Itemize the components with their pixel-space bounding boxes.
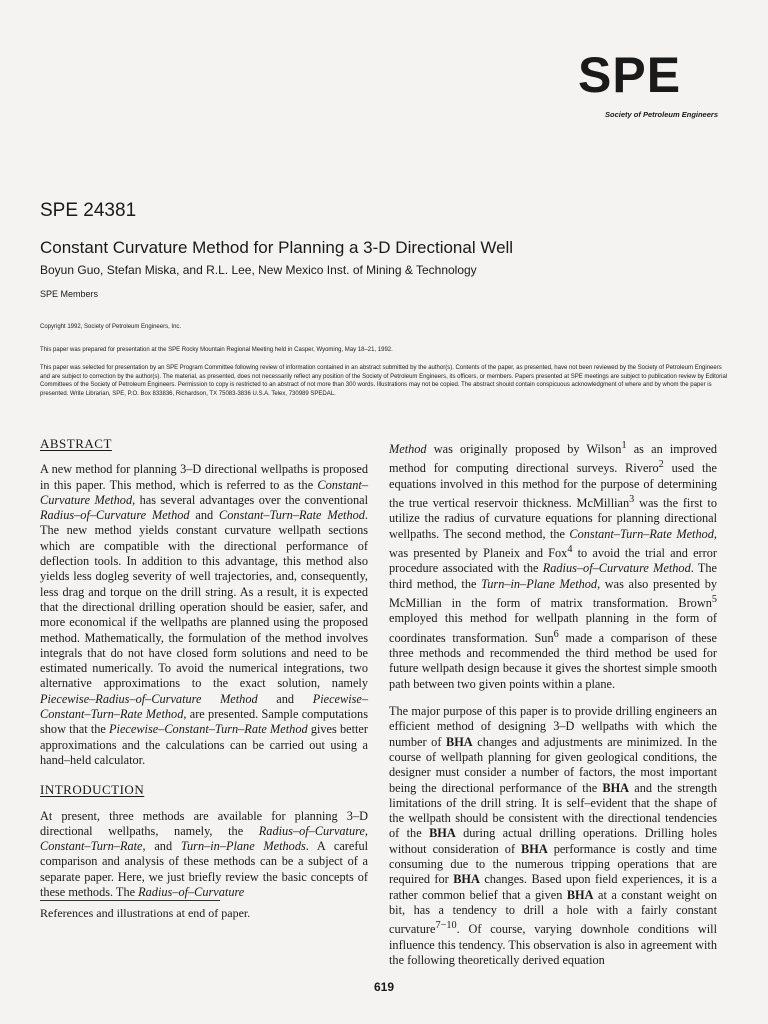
spe-members-label: SPE Members xyxy=(40,289,99,299)
spe-logo-subtitle: Society of Petroleum Engineers xyxy=(605,110,718,119)
paper-number: SPE 24381 xyxy=(40,200,137,221)
spe-logo: SPE xyxy=(578,47,682,103)
abstract-emphasis: Piecewise–Constant–Turn–Rate Method xyxy=(40,691,368,722)
citation-superscript: 5 xyxy=(711,594,717,606)
abstract-text: . The new method yields constant curvature wellpath sections which are compatible with the directional performance of deflection tools. In addition to this advantage, this method also yields less dogleg severity of well trajectories, and, consequently, less drag and torque on the drill string. As a result, it is expected that the directional drilling operation should be easier, safer, and more economical if the wellpaths are planned using the proposed method. Mathematically, the formulation of the method involves integrals that do not have closed form solutions and need to be estimated numerically. To avoid the numerical integrations, two alternative approximations to the exact solution, namely xyxy=(40,508,368,691)
intro-text: , and xyxy=(142,839,181,854)
abstract-text: , has several advantages over the conventional xyxy=(132,492,368,507)
abstract-emphasis: Piecewise–Radius–of–Curvature Method xyxy=(40,691,258,706)
abstract-emphasis: Constant–Curvature Method xyxy=(40,477,368,507)
body-text: and the strength limitations of the drill string. It is self–evident that the shape of the wellpath should be consistent with the directional tendencies of the xyxy=(389,780,717,841)
body-text: changes and adjustments are minimized. In the course of wellpath planning for given geological conditions, the designer must consider a number of factors, the most important being the directional performance of the xyxy=(389,734,717,795)
left-column xyxy=(40,436,368,900)
intro-text: At present, three methods are available for planning 3–D directional wellpaths, namely, the xyxy=(40,808,368,838)
body-text: changes. Based upon field experiences, it is a rather common belief that a given xyxy=(389,872,717,902)
body-emphasis: Constant–Turn–Rate Method xyxy=(569,526,714,541)
copyright-notice: Copyright 1992, Society of Petroleum Engineers, Inc. xyxy=(40,324,182,330)
intro-emphasis: Constant–Turn–Rate xyxy=(40,839,143,854)
body-text: performance is costly and time consuming due to the numerous tripping operations that are required for xyxy=(389,841,717,887)
body-emphasis: Radius–of–Curvature Method xyxy=(542,561,691,576)
abstract-heading: ABSTRACT xyxy=(40,436,112,451)
purpose-paragraph xyxy=(389,704,717,968)
abstract-text: gives better approximations and the calculations can be carried out using a hand–held calculator. xyxy=(40,722,368,767)
body-text: as an improved method for computing directional surveys. Rivero xyxy=(389,442,718,476)
body-text: employed this method for wellpath planning in the form of coordinates transformation. Sun xyxy=(389,611,717,645)
bha-term: BHA xyxy=(566,887,594,902)
intro-emphasis: Radius–of–Curvature xyxy=(138,885,245,900)
citation-superscript: 2 xyxy=(658,459,664,471)
paper-authors: Boyun Guo, Stefan Miska, and R.L. Lee, New Mexico Inst. of Mining & Technology xyxy=(40,263,477,277)
presentation-notice: This paper was prepared for presentation at the SPE Rocky Mountain Regional Meeting held in Casper, Wyoming, May 18–21, 1992. xyxy=(40,347,393,353)
bha-term: BHA xyxy=(602,780,630,795)
body-text: . Of course, varying downhole conditions will influence this tendency. This observation is also in agreement with the following theoretically derived equation xyxy=(389,922,717,967)
intro-text: . A careful comparison and analysis of these methods can be a subject of a separate paper. Here, we just briefly review the basic concepts of these methods. The xyxy=(40,839,369,900)
body-text: was the first to utilize the radius of curvature equations for planning directional wellpaths. The second method, the xyxy=(389,496,718,541)
abstract-emphasis: Radius–of–Curvature Method xyxy=(40,508,190,523)
bha-term: BHA xyxy=(429,826,456,841)
methods-review-paragraph xyxy=(389,438,717,692)
citation-superscript: 4 xyxy=(567,544,573,556)
body-text: to avoid the trial and error procedure associated with the xyxy=(389,546,717,576)
body-emphasis: Turn–in–Plane Method xyxy=(481,576,598,591)
selection-notice: This paper was selected for presentation by an SPE Program Committee following review of information contained in an abstract submitted by the author(s). Contents of the paper, as presented, have not been reviewed by the Society of Petroleum Engineers and are subject to correction by the author(s). The material, as presented, does not necessarily reflect any position of the Society of Petroleum Engineers, its officers, or members. Papers presented at SPE meetings are subject to publication review by Editorial Committees of the Society of Petroleum Engineers. Permission to copy is restricted to an abstract of not more than 300 words. Illustrations may not be copied. The abstract should contain conspicuous acknowledgment of where and by whom the paper is presented. Write Librarian, SPE, P.O. Box 833836, Richardson, TX 75083-3836 U.S.A. Telex, 730989 SPEDAL. xyxy=(40,365,728,397)
page-number: 619 xyxy=(373,980,395,994)
abstract-text: and xyxy=(257,691,313,706)
abstract-text: A new method for planning 3–D directional wellpaths is proposed in this paper. This method, which is referred to as the xyxy=(40,462,368,492)
body-text: during actual drilling operations. Drilling holes without consideration of xyxy=(389,826,717,856)
footnote: References and illustrations at end of paper. xyxy=(40,906,251,920)
citation-superscript: 3 xyxy=(629,494,635,506)
body-text: . The third method, the xyxy=(389,561,717,591)
abstract-paragraph xyxy=(40,462,368,768)
body-emphasis: Method xyxy=(389,442,427,457)
intro-emphasis: Radius–of–Curvature, xyxy=(258,823,368,838)
abstract-text: , are presented. Sample computations show that the xyxy=(40,707,368,737)
paper-title: Constant Curvature Method for Planning a 3-D Directional Well xyxy=(40,238,514,257)
right-column xyxy=(389,438,717,968)
body-text: , was also presented by McMillian in the form of matrix transformation. Brown xyxy=(389,576,717,611)
body-text: The major purpose of this paper is to provide drilling engineers an efficient method of designing 3–D wellpaths with which the number of xyxy=(389,704,717,749)
footnote-rule xyxy=(40,900,220,901)
body-text: was originally proposed by Wilson xyxy=(426,442,622,457)
introduction-heading: INTRODUCTION xyxy=(40,782,145,798)
citation-superscript: 7−10 xyxy=(435,920,457,932)
body-text: made a comparison of these three methods and recommended the third method be used for future wellpath design because it gives the shortest simple smooth path between two given points within a plane. xyxy=(389,630,717,691)
citation-superscript: 6 xyxy=(553,628,559,640)
intro-emphasis: Turn–in–Plane Methods xyxy=(180,839,306,854)
abstract-emphasis: Constant–Turn–Rate Method xyxy=(219,508,365,523)
bha-term: BHA xyxy=(521,841,548,856)
abstract-text: and xyxy=(189,508,219,523)
body-text: at a constant weight on bit, has a tendency to drill a hole with a fairly constant curvature xyxy=(389,887,718,937)
citation-superscript: 1 xyxy=(621,440,627,451)
introduction-paragraph xyxy=(40,809,368,901)
body-text: used the equations involved in this method for the purpose of determining the true vertical reservoir thickness. McMillian xyxy=(389,461,717,511)
bha-term: BHA xyxy=(453,872,480,887)
abstract-emphasis: Piecewise–Constant–Turn–Rate Method xyxy=(109,722,308,737)
body-text: , was presented by Planeix and Fox xyxy=(389,526,717,561)
bha-term: BHA xyxy=(446,734,473,749)
